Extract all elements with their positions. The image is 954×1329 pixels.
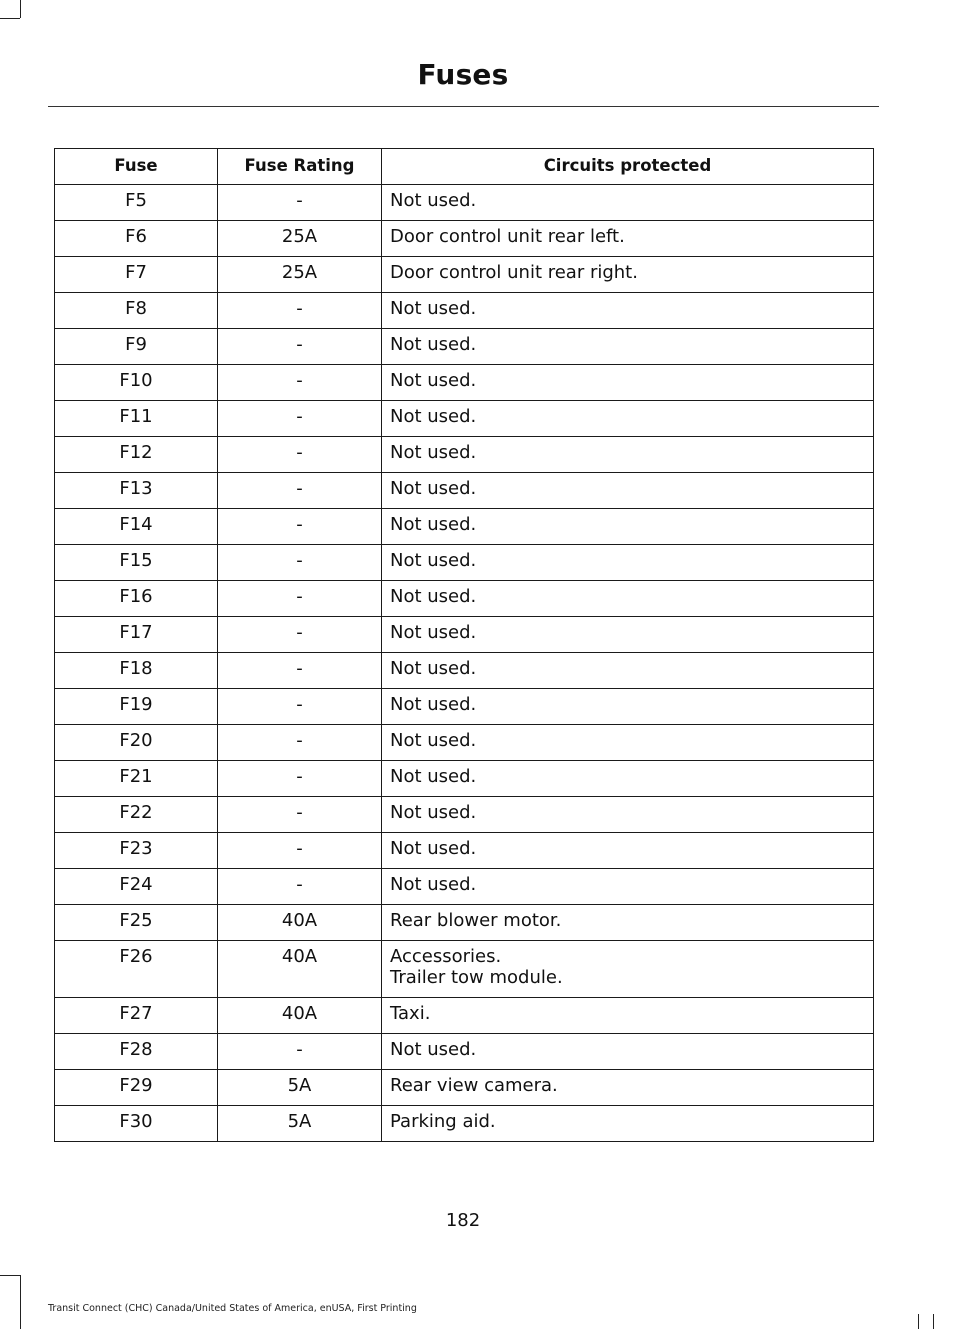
fuse-id-cell: F27 [55, 998, 218, 1034]
table-row [55, 545, 874, 581]
fuse-id-cell: F18 [55, 653, 218, 689]
circuit-line: Not used. [390, 586, 477, 607]
fuse-rating-cell: - [218, 473, 382, 509]
circuits-protected-cell [382, 401, 874, 437]
table-row [55, 437, 874, 473]
crop-mark-top-left-horizontal [0, 18, 20, 19]
circuits-protected-cell [382, 221, 874, 257]
circuits-protected-cell [382, 1034, 874, 1070]
circuit-line: Not used. [390, 658, 477, 679]
circuit-line: Not used. [390, 730, 477, 751]
circuit-line: Not used. [390, 1039, 477, 1060]
circuit-line: Not used. [390, 802, 477, 823]
crop-mark-bottom-right-b [918, 1314, 919, 1329]
table-row [55, 833, 874, 869]
fuse-rating-cell: - [218, 437, 382, 473]
fuse-id-cell: F26 [55, 941, 218, 998]
table-row [55, 941, 874, 998]
circuit-line: Parking aid. [390, 1111, 496, 1132]
fuse-rating-cell: - [218, 833, 382, 869]
fuse-rating-cell: - [218, 545, 382, 581]
fuse-rating-cell: 5A [218, 1070, 382, 1106]
fuse-rating-cell: - [218, 725, 382, 761]
table-row [55, 293, 874, 329]
circuits-protected-cell [382, 998, 874, 1034]
fuse-rating-cell: 40A [218, 905, 382, 941]
circuit-line: Not used. [390, 766, 477, 787]
fuse-id-cell: F14 [55, 509, 218, 545]
fuse-id-cell: F5 [55, 185, 218, 221]
table-row [55, 401, 874, 437]
table-row [55, 653, 874, 689]
table-row [55, 1070, 874, 1106]
circuit-line: Door control unit rear right. [390, 262, 638, 283]
table-row [55, 329, 874, 365]
table-row [55, 617, 874, 653]
circuits-protected-cell [382, 617, 874, 653]
circuits-protected-cell [382, 905, 874, 941]
fuse-table-body [55, 185, 874, 1142]
page-number: 182 [445, 1210, 481, 1231]
circuits-protected-cell [382, 653, 874, 689]
crop-mark-bottom-left-vertical [20, 1275, 21, 1329]
fuse-rating-cell: - [218, 653, 382, 689]
fuse-id-cell: F7 [55, 257, 218, 293]
fuse-id-cell: F23 [55, 833, 218, 869]
fuse-id-cell: F10 [55, 365, 218, 401]
table-row [55, 221, 874, 257]
circuit-line: Not used. [390, 370, 477, 391]
circuit-line: Not used. [390, 874, 477, 895]
table-row [55, 473, 874, 509]
footer-publication-info: Transit Connect (CHC) Canada/United States of America, enUSA, First Printing [48, 1303, 417, 1314]
fuse-id-cell: F30 [55, 1106, 218, 1142]
fuse-id-cell: F24 [55, 869, 218, 905]
fuse-id-cell: F13 [55, 473, 218, 509]
circuit-line: Door control unit rear left. [390, 226, 625, 247]
column-header-fuse: Fuse [55, 149, 218, 185]
circuits-protected-cell [382, 509, 874, 545]
circuits-protected-cell [382, 293, 874, 329]
column-header-fuse-rating: Fuse Rating [218, 149, 382, 185]
table-row [55, 509, 874, 545]
table-header-row [55, 149, 874, 185]
page-title: Fuses [417, 58, 509, 91]
circuit-line: Not used. [390, 694, 477, 715]
circuits-protected-cell [382, 1106, 874, 1142]
table-row [55, 1106, 874, 1142]
table-row [55, 905, 874, 941]
table-row [55, 689, 874, 725]
circuits-protected-cell [382, 581, 874, 617]
table-row [55, 869, 874, 905]
fuse-id-cell: F29 [55, 1070, 218, 1106]
table-row [55, 1034, 874, 1070]
fuse-id-cell: F16 [55, 581, 218, 617]
fuse-rating-cell: - [218, 761, 382, 797]
crop-mark-top-left-vertical [20, 0, 21, 18]
circuits-protected-cell [382, 365, 874, 401]
circuit-line: Rear view camera. [390, 1075, 558, 1096]
fuse-rating-cell: - [218, 293, 382, 329]
crop-mark-bottom-left-horizontal [0, 1275, 20, 1276]
circuits-protected-cell [382, 473, 874, 509]
fuse-rating-cell: - [218, 185, 382, 221]
fuse-rating-cell: - [218, 365, 382, 401]
fuse-id-cell: F17 [55, 617, 218, 653]
table-row [55, 797, 874, 833]
table-row [55, 998, 874, 1034]
table-row [55, 257, 874, 293]
title-divider [48, 106, 879, 107]
circuits-protected-cell [382, 869, 874, 905]
table-row [55, 761, 874, 797]
circuits-protected-cell [382, 689, 874, 725]
circuits-protected-cell [382, 185, 874, 221]
fuse-id-cell: F20 [55, 725, 218, 761]
table-row [55, 581, 874, 617]
circuit-line: Rear blower motor. [390, 910, 562, 931]
circuits-protected-cell [382, 725, 874, 761]
fuse-id-cell: F9 [55, 329, 218, 365]
fuse-rating-cell: - [218, 1034, 382, 1070]
fuse-rating-cell: - [218, 329, 382, 365]
circuits-protected-cell [382, 257, 874, 293]
fuse-rating-cell: - [218, 617, 382, 653]
fuse-rating-cell: 25A [218, 221, 382, 257]
circuit-line: Not used. [390, 406, 477, 427]
fuse-rating-cell: - [218, 869, 382, 905]
fuse-id-cell: F19 [55, 689, 218, 725]
fuse-rating-cell: 40A [218, 941, 382, 998]
fuse-rating-cell: 40A [218, 998, 382, 1034]
circuits-protected-cell [382, 1070, 874, 1106]
circuit-line: Not used. [390, 514, 477, 535]
circuits-protected-cell [382, 329, 874, 365]
circuit-line: Not used. [390, 298, 477, 319]
circuits-protected-cell [382, 941, 874, 998]
circuit-line: Taxi. [390, 1003, 431, 1024]
table-row [55, 725, 874, 761]
fuse-id-cell: F6 [55, 221, 218, 257]
fuse-rating-cell: 25A [218, 257, 382, 293]
fuse-id-cell: F28 [55, 1034, 218, 1070]
table-row [55, 365, 874, 401]
fuse-id-cell: F25 [55, 905, 218, 941]
fuse-id-cell: F11 [55, 401, 218, 437]
fuse-id-cell: F12 [55, 437, 218, 473]
fuse-rating-cell: - [218, 581, 382, 617]
circuit-line: Not used. [390, 478, 477, 499]
fuse-id-cell: F21 [55, 761, 218, 797]
fuse-id-cell: F22 [55, 797, 218, 833]
fuse-id-cell: F8 [55, 293, 218, 329]
fuse-id-cell: F15 [55, 545, 218, 581]
circuit-line: Accessories. [390, 946, 502, 967]
circuits-protected-cell [382, 797, 874, 833]
fuse-rating-cell: - [218, 689, 382, 725]
circuits-protected-cell [382, 833, 874, 869]
circuits-protected-cell [382, 761, 874, 797]
fuse-rating-cell: - [218, 509, 382, 545]
fuse-rating-cell: - [218, 797, 382, 833]
circuit-line: Trailer tow module. [390, 967, 563, 988]
column-header-circuits-protected: Circuits protected [382, 149, 874, 185]
circuits-protected-cell [382, 545, 874, 581]
circuit-line: Not used. [390, 838, 477, 859]
circuits-protected-cell [382, 437, 874, 473]
crop-mark-bottom-right-a [933, 1314, 934, 1329]
table-row [55, 185, 874, 221]
fuse-table [54, 148, 874, 1142]
circuit-line: Not used. [390, 442, 477, 463]
circuit-line: Not used. [390, 190, 477, 211]
circuit-line: Not used. [390, 334, 477, 355]
circuit-line: Not used. [390, 622, 477, 643]
fuse-rating-cell: - [218, 401, 382, 437]
circuit-line: Not used. [390, 550, 477, 571]
fuse-rating-cell: 5A [218, 1106, 382, 1142]
